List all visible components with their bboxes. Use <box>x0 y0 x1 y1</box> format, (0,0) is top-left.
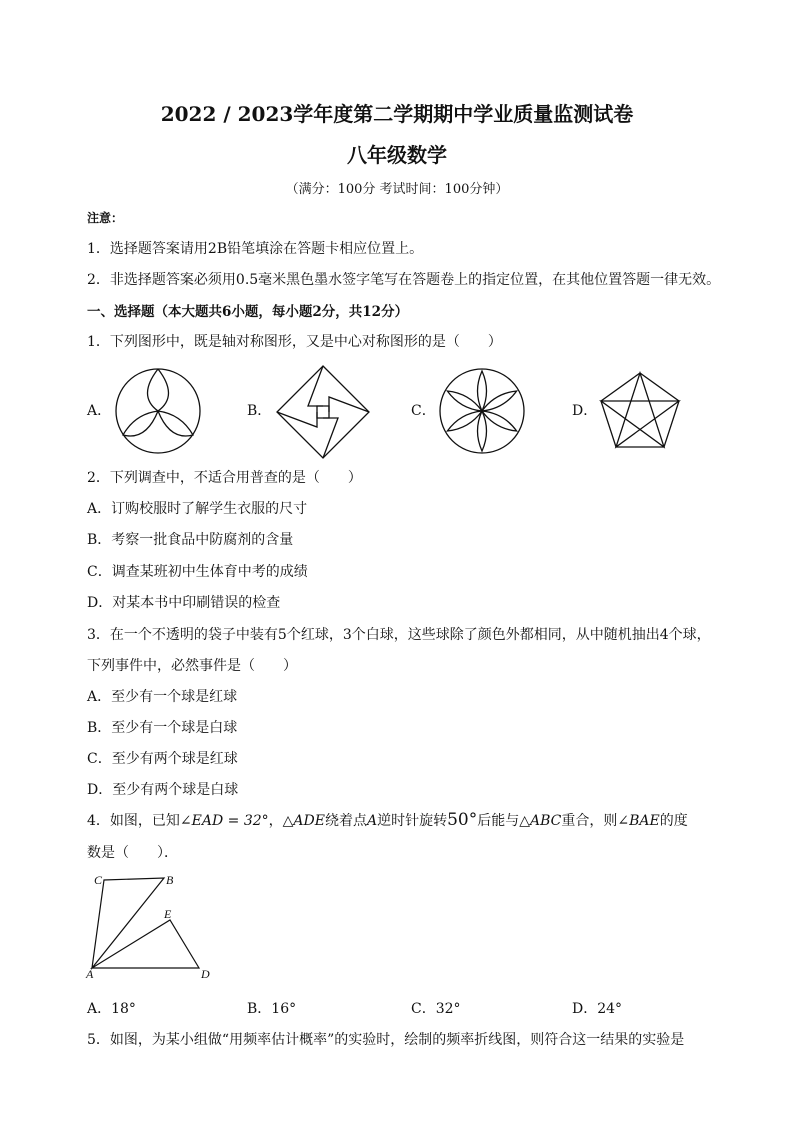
q4-label-a: A <box>86 967 94 981</box>
q4-option-d: D．24° <box>572 1001 623 1017</box>
exam-subtitle: 八年级数学 <box>347 143 447 167</box>
q3-option-a: A．至少有一个球是红球 <box>87 689 238 705</box>
q3-option-c: C．至少有两个球是红球 <box>87 751 238 767</box>
q3-option-b: B．至少有一个球是白球 <box>87 720 238 736</box>
exam-info: （满分：100分 考试时间：100分钟） <box>285 182 509 197</box>
q4-stem-line1 <box>87 810 688 830</box>
exam-title: 2022 / 2023学年度第二学期期中学业质量监测试卷 <box>160 102 634 126</box>
q2-stem: 2．下列调查中，不适合用普查的是（ ） <box>87 470 362 486</box>
q4-stem-part: 绕着点 <box>324 813 367 829</box>
q4-stem-part: 后能与 <box>477 813 520 829</box>
q4-stem-part: 的度 <box>659 813 688 829</box>
q3-stem-line1: 3．在一个不透明的袋子中装有5个红球，3个白球，这些球除了颜色外都相同，从中随机抽出4个球， <box>87 627 711 643</box>
q4-stem-part: 4．如图，已知 <box>87 813 180 829</box>
q4-stem-part: 逆时针旋转 <box>377 813 448 829</box>
q5-stem: 5．如图，为某小组做“用频率估计概率”的实验时，绘制的频率折线图，则符合这一结果的实验是 <box>87 1032 685 1048</box>
section1-heading: 一、选择题（本大题共6小题，每小题2分，共12分） <box>87 304 409 320</box>
q2-option-d: D．对某本书中印刷错误的检查 <box>87 595 281 611</box>
q1-option-c-label: C． <box>411 403 436 419</box>
q4-stem-part: ， <box>268 813 283 829</box>
q4-stem-part: 重合，则 <box>561 813 618 829</box>
q4-label-c: C <box>94 873 103 887</box>
q4-point-a: A <box>366 813 378 829</box>
q1-figure-c-flower-circle <box>437 366 527 456</box>
q2-option-c: C．调查某班初中生体育中考的成绩 <box>87 564 308 580</box>
q3-option-d: D．至少有两个球是白球 <box>87 782 239 798</box>
notes-heading: 注意： <box>87 211 124 225</box>
q4-label-d: D <box>201 967 210 981</box>
q1-option-d-label: D． <box>572 403 598 419</box>
q4-option-b: B．16° <box>247 1001 297 1017</box>
q4-angle-bae: ∠BAE <box>617 813 660 829</box>
q4-angle-ead: ∠EAD = 32° <box>179 813 269 829</box>
q1-figure-d-pentagram-pentagon <box>598 370 682 450</box>
q2-option-b: B．考察一批食品中防腐剂的含量 <box>87 532 294 548</box>
q3-stem-line2: 下列事件中，必然事件是（ ） <box>87 658 297 674</box>
q4-option-c: C．32° <box>411 1001 461 1017</box>
q4-triangle-ade: △ADE <box>282 813 325 829</box>
q1-figure-a-circle-petals <box>113 366 203 456</box>
q1-option-b-label: B． <box>247 403 272 419</box>
q1-option-a-label: A． <box>87 403 112 419</box>
q4-triangle-abc: △ABC <box>519 813 562 829</box>
q2-option-a: A．订购校服时了解学生衣服的尺寸 <box>87 501 308 517</box>
q1-stem: 1．下列图形中，既是轴对称图形，又是中心对称图形的是（ ） <box>87 334 502 350</box>
q4-label-e: E <box>164 907 172 921</box>
q4-option-a: A．18° <box>87 1001 136 1017</box>
q4-label-b: B <box>166 873 174 887</box>
q4-stem-line2: 数是（ ）． <box>87 845 178 861</box>
q4-rotation-angle: 50° <box>447 810 478 830</box>
note-item-2: 2．非选择题答案必须用0.5毫米黑色墨水签字笔写在答题卷上的指定位置，在其他位置答题一律无效。 <box>87 272 721 288</box>
q4-rotation-figure <box>84 870 216 982</box>
note-item-1: 1．选择题答案请用2B铅笔填涂在答题卡相应位置上。 <box>87 241 424 257</box>
q1-figure-b-pinwheel-square <box>275 364 371 460</box>
